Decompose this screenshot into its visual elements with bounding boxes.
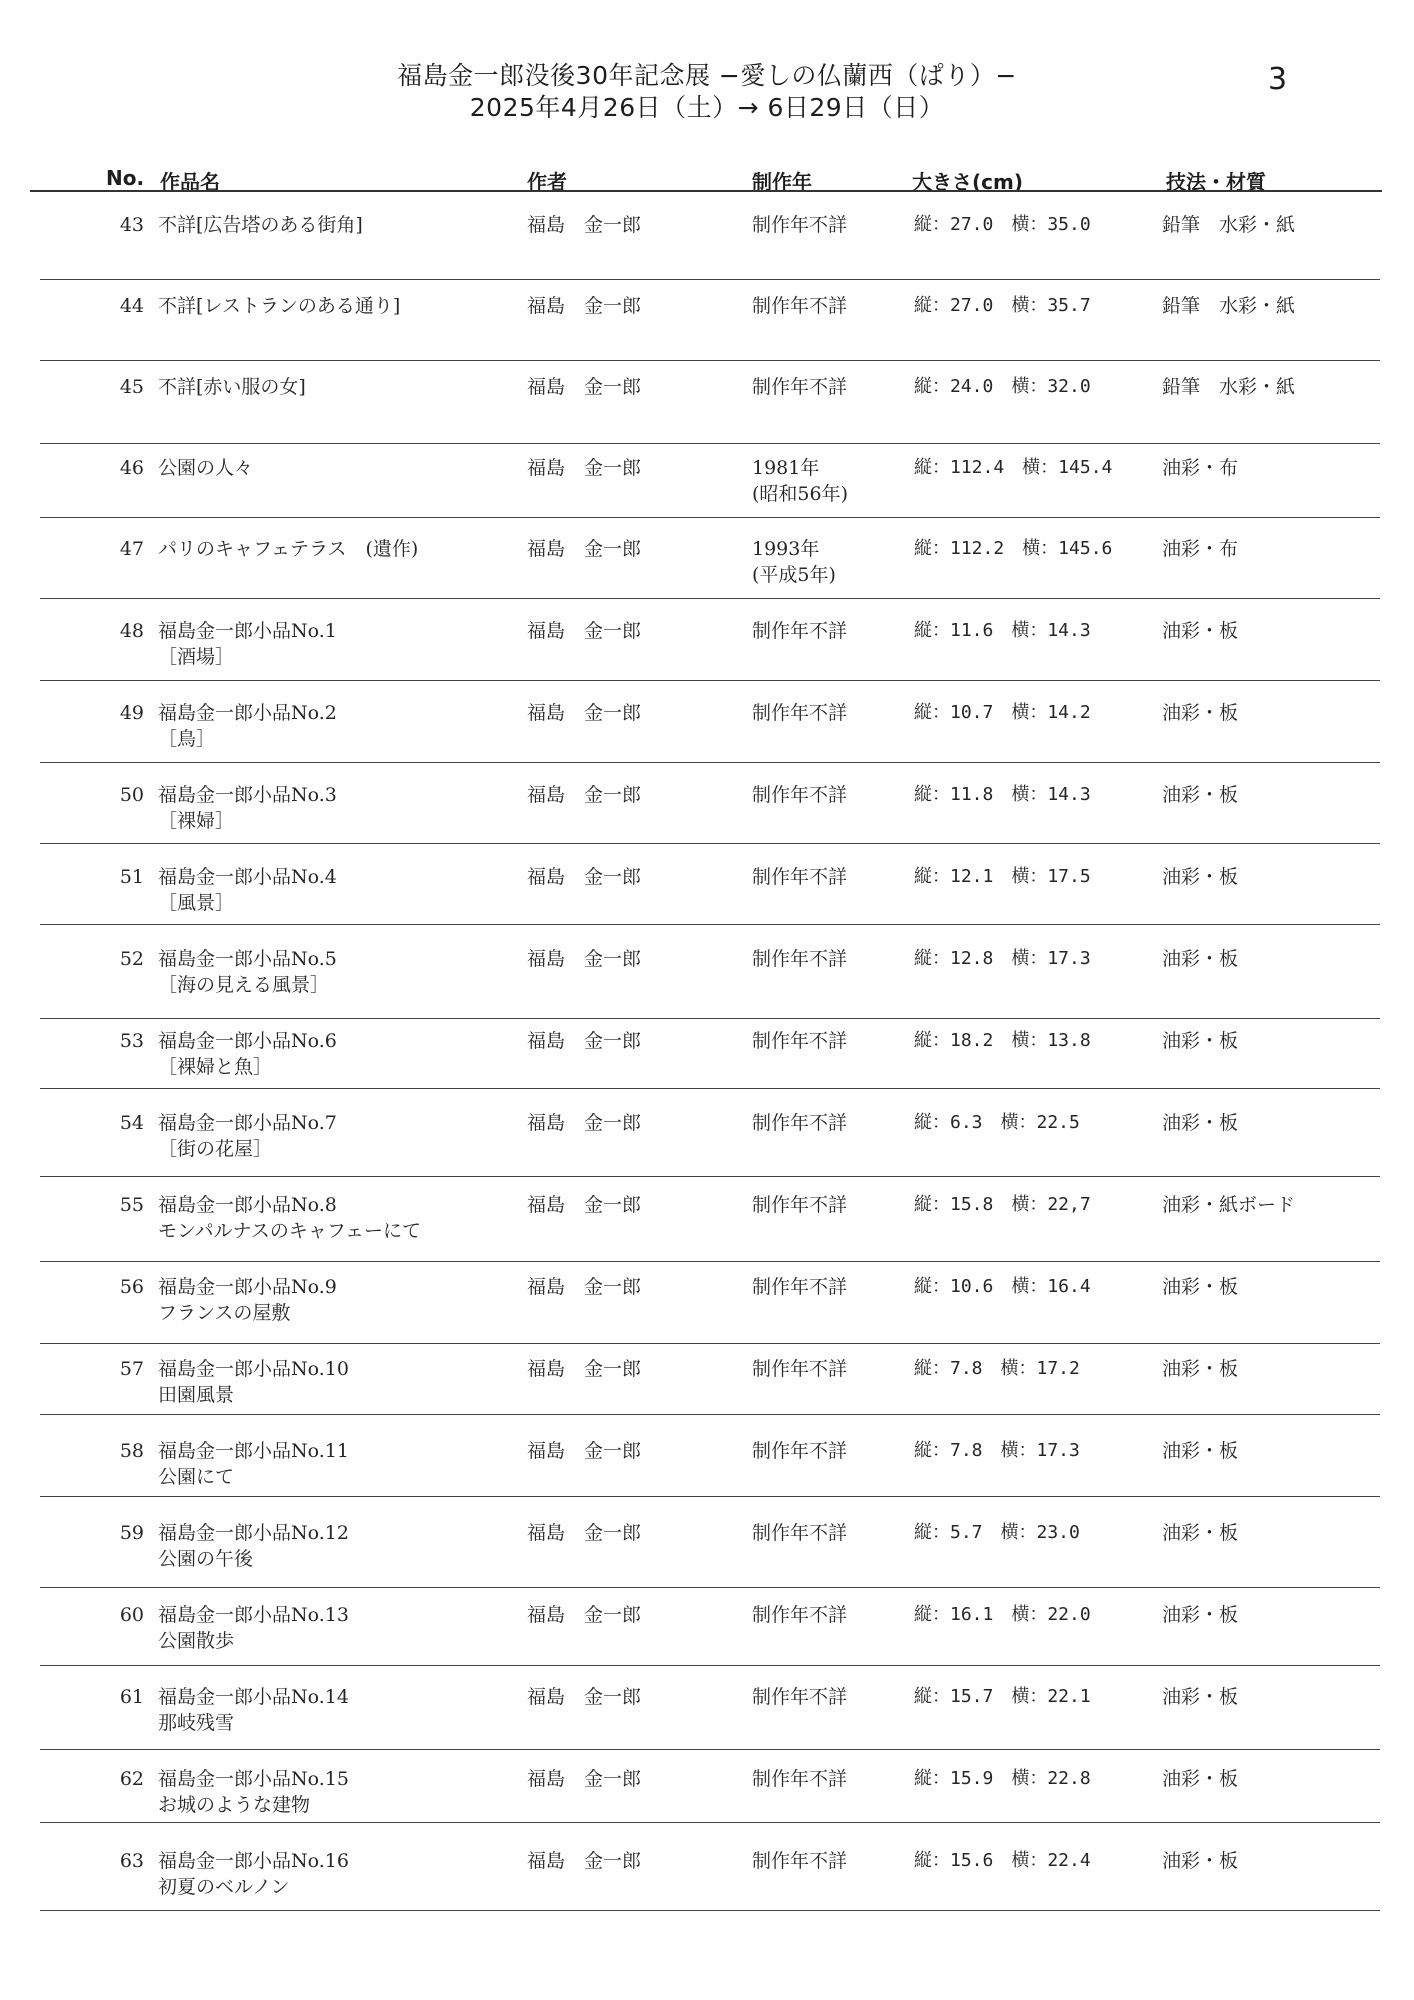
creation-year: 制作年不詳	[752, 866, 848, 888]
artwork-subtitle: ［酒場］	[158, 646, 235, 668]
technique-material: 鉛筆 水彩・紙	[1162, 295, 1296, 317]
exhibition-title: 福島金一郎没後30年記念展 −愛しの仏蘭西（ぱり）−	[397, 61, 1017, 90]
artwork-subtitle: ［鳥］	[158, 728, 216, 750]
artist-name: 福島 金一郎	[527, 948, 642, 970]
artist-name: 福島 金一郎	[527, 1194, 642, 1216]
artist-name: 福島 金一郎	[527, 784, 642, 806]
creation-year: 制作年不詳	[752, 1276, 848, 1298]
artist-name: 福島 金一郎	[527, 620, 642, 642]
artwork-title: 福島金一郎小品No.8	[158, 1194, 337, 1216]
technique-material: 鉛筆 水彩・紙	[1162, 376, 1296, 398]
artist-name: 福島 金一郎	[527, 1604, 642, 1626]
artist-name: 福島 金一郎	[527, 1686, 642, 1708]
artwork-size: 縦：16.1 横：22.0	[914, 1604, 1091, 1625]
row-number: 43	[119, 214, 144, 236]
technique-material: 油彩・板	[1162, 1850, 1239, 1872]
artwork-size: 縦：27.0 横：35.0	[914, 214, 1091, 235]
creation-era: (平成5年)	[752, 564, 836, 586]
technique-material: 油彩・布	[1162, 457, 1239, 479]
creation-year: 制作年不詳	[752, 784, 848, 806]
artwork-title: 福島金一郎小品No.14	[158, 1686, 349, 1708]
creation-year: 制作年不詳	[752, 1768, 848, 1790]
technique-material: 油彩・板	[1162, 1276, 1239, 1298]
column-header-technique: 技法・材質	[1166, 170, 1266, 194]
creation-year: 制作年不詳	[752, 1194, 848, 1216]
row-number: 62	[119, 1768, 144, 1790]
technique-material: 油彩・板	[1162, 1686, 1239, 1708]
row-number: 61	[119, 1686, 144, 1708]
technique-material: 油彩・板	[1162, 1440, 1239, 1462]
row-number: 47	[119, 538, 144, 560]
artwork-subtitle: 田園風景	[158, 1384, 235, 1406]
row-divider	[40, 1176, 1380, 1177]
artwork-size: 縦：15.9 横：22.8	[914, 1768, 1091, 1789]
artwork-size: 縦：112.4 横：145.4	[914, 457, 1113, 478]
row-divider	[40, 1261, 1380, 1262]
artwork-size: 縦：6.3 横：22.5	[914, 1112, 1080, 1133]
artwork-size: 縦：27.0 横：35.7	[914, 295, 1091, 316]
creation-year: 制作年不詳	[752, 1522, 848, 1544]
row-number: 53	[119, 1030, 144, 1052]
creation-year: 制作年不詳	[752, 620, 848, 642]
artwork-title: 福島金一郎小品No.1	[158, 620, 337, 642]
artwork-size: 縦：10.6 横：16.4	[914, 1276, 1091, 1297]
artist-name: 福島 金一郎	[527, 1276, 642, 1298]
row-divider	[40, 1414, 1380, 1415]
artwork-subtitle: ［風景］	[158, 892, 235, 914]
artwork-size: 縦：24.0 横：32.0	[914, 376, 1091, 397]
artwork-subtitle: 那岐残雪	[158, 1712, 235, 1734]
row-number: 56	[119, 1276, 144, 1298]
artist-name: 福島 金一郎	[527, 1850, 642, 1872]
artwork-size: 縦：15.8 横：22,7	[914, 1194, 1091, 1215]
artwork-subtitle: フランスの屋敷	[158, 1302, 291, 1324]
artwork-title: 福島金一郎小品No.6	[158, 1030, 337, 1052]
artwork-size: 縦：11.6 横：14.3	[914, 620, 1091, 641]
artist-name: 福島 金一郎	[527, 1768, 642, 1790]
artist-name: 福島 金一郎	[527, 702, 642, 724]
technique-material: 油彩・板	[1162, 948, 1239, 970]
artwork-title: 福島金一郎小品No.3	[158, 784, 337, 806]
artwork-subtitle: 公園にて	[158, 1466, 235, 1488]
artwork-size: 縦：15.6 横：22.4	[914, 1850, 1091, 1871]
row-divider	[40, 1088, 1380, 1089]
row-divider	[40, 843, 1380, 844]
creation-year: 1981年	[752, 457, 820, 479]
row-number: 63	[119, 1850, 144, 1872]
artwork-title: 福島金一郎小品No.9	[158, 1276, 337, 1298]
technique-material: 油彩・布	[1162, 538, 1239, 560]
artwork-title: 公園の人々	[158, 457, 254, 479]
artwork-title: 福島金一郎小品No.16	[158, 1850, 349, 1872]
artwork-title: 福島金一郎小品No.11	[158, 1440, 349, 1462]
row-divider	[40, 279, 1380, 280]
row-divider	[40, 1018, 1380, 1019]
row-number: 49	[119, 702, 144, 724]
artwork-subtitle: ［裸婦］	[158, 810, 235, 832]
artwork-title: 福島金一郎小品No.10	[158, 1358, 349, 1380]
row-number: 46	[119, 457, 144, 479]
artist-name: 福島 金一郎	[527, 1440, 642, 1462]
row-number: 51	[119, 866, 144, 888]
row-number: 60	[119, 1604, 144, 1626]
artwork-size: 縦：112.2 横：145.6	[914, 538, 1113, 559]
artwork-size: 縦：18.2 横：13.8	[914, 1030, 1091, 1051]
row-divider	[40, 924, 1380, 925]
technique-material: 油彩・板	[1162, 1112, 1239, 1134]
row-number: 44	[119, 295, 144, 317]
creation-year: 制作年不詳	[752, 1604, 848, 1626]
column-header-title: 作品名	[160, 170, 220, 194]
artwork-size: 縦：11.8 横：14.3	[914, 784, 1091, 805]
artwork-subtitle: モンパルナスのキャフェーにて	[158, 1220, 421, 1242]
creation-year: 制作年不詳	[752, 1440, 848, 1462]
artwork-subtitle: お城のような建物	[158, 1794, 311, 1816]
artwork-subtitle: 公園の午後	[158, 1548, 254, 1570]
artwork-title: 不詳[レストランのある通り]	[158, 295, 401, 317]
artist-name: 福島 金一郎	[527, 457, 642, 479]
row-number: 55	[119, 1194, 144, 1216]
row-divider	[40, 1665, 1380, 1666]
artwork-size: 縦：5.7 横：23.0	[914, 1522, 1080, 1543]
artist-name: 福島 金一郎	[527, 295, 642, 317]
artwork-title: 福島金一郎小品No.12	[158, 1522, 349, 1544]
technique-material: 油彩・板	[1162, 620, 1239, 642]
creation-year: 制作年不詳	[752, 376, 848, 398]
artist-name: 福島 金一郎	[527, 1112, 642, 1134]
artwork-title: 福島金一郎小品No.5	[158, 948, 337, 970]
artist-name: 福島 金一郎	[527, 538, 642, 560]
artwork-subtitle: ［裸婦と魚］	[158, 1056, 273, 1078]
artwork-size: 縦：12.1 横：17.5	[914, 866, 1091, 887]
row-divider	[40, 1749, 1380, 1750]
artwork-title: 福島金一郎小品No.4	[158, 866, 337, 888]
artwork-title: 不詳[赤い服の女]	[158, 376, 306, 398]
creation-year: 制作年不詳	[752, 948, 848, 970]
artwork-title: 福島金一郎小品No.15	[158, 1768, 349, 1790]
artist-name: 福島 金一郎	[527, 214, 642, 236]
row-divider	[40, 360, 1380, 361]
row-divider	[40, 1822, 1380, 1823]
artist-name: 福島 金一郎	[527, 1358, 642, 1380]
artwork-subtitle: ［海の見える風景］	[158, 974, 330, 996]
row-number: 54	[119, 1112, 144, 1134]
row-divider	[40, 762, 1380, 763]
exhibition-dates: 2025年4月26日（土）→ 6日29日（日）	[469, 93, 945, 122]
artwork-title: 福島金一郎小品No.7	[158, 1112, 337, 1134]
creation-year: 制作年不詳	[752, 295, 848, 317]
artist-name: 福島 金一郎	[527, 1522, 642, 1544]
column-header-no: No.	[106, 166, 145, 190]
row-number: 48	[119, 620, 144, 642]
artwork-title: 不詳[広告塔のある街角]	[158, 214, 363, 236]
creation-year: 制作年不詳	[752, 1358, 848, 1380]
technique-material: 油彩・板	[1162, 1768, 1239, 1790]
artwork-size: 縦：7.8 横：17.3	[914, 1440, 1080, 1461]
column-header-author: 作者	[527, 170, 567, 194]
page-number: 3	[1268, 62, 1288, 97]
row-number: 45	[119, 376, 144, 398]
artwork-subtitle: 初夏のベルノン	[158, 1876, 290, 1898]
technique-material: 油彩・板	[1162, 1522, 1239, 1544]
creation-year: 制作年不詳	[752, 1030, 848, 1052]
creation-year: 制作年不詳	[752, 1686, 848, 1708]
row-divider	[40, 1587, 1380, 1588]
technique-material: 油彩・板	[1162, 1358, 1239, 1380]
artwork-subtitle: 公園散歩	[158, 1630, 235, 1652]
artwork-size: 縦：7.8 横：17.2	[914, 1358, 1080, 1379]
artist-name: 福島 金一郎	[527, 1030, 642, 1052]
artwork-title: 福島金一郎小品No.2	[158, 702, 337, 724]
technique-material: 油彩・紙ボード	[1162, 1194, 1296, 1216]
creation-year: 制作年不詳	[752, 1112, 848, 1134]
row-divider	[40, 680, 1380, 681]
artwork-subtitle: ［街の花屋］	[158, 1138, 273, 1160]
artwork-size: 縦：10.7 横：14.2	[914, 702, 1091, 723]
creation-year: 制作年不詳	[752, 214, 848, 236]
row-divider	[40, 1910, 1380, 1911]
row-number: 57	[119, 1358, 144, 1380]
column-header-year: 制作年	[752, 170, 812, 194]
artwork-title: 福島金一郎小品No.13	[158, 1604, 349, 1626]
artwork-size: 縦：12.8 横：17.3	[914, 948, 1091, 969]
creation-year: 制作年不詳	[752, 702, 848, 724]
artwork-title: パリのキャフェテラス (遺作)	[158, 538, 419, 560]
creation-year: 制作年不詳	[752, 1850, 848, 1872]
technique-material: 油彩・板	[1162, 702, 1239, 724]
technique-material: 鉛筆 水彩・紙	[1162, 214, 1296, 236]
technique-material: 油彩・板	[1162, 1030, 1239, 1052]
creation-era: (昭和56年)	[752, 483, 849, 505]
row-divider	[40, 1343, 1380, 1344]
row-number: 52	[119, 948, 144, 970]
row-number: 50	[119, 784, 144, 806]
technique-material: 油彩・板	[1162, 866, 1239, 888]
creation-year: 1993年	[752, 538, 820, 560]
technique-material: 油彩・板	[1162, 784, 1239, 806]
artwork-size: 縦：15.7 横：22.1	[914, 1686, 1091, 1707]
row-divider	[40, 517, 1380, 518]
row-divider	[40, 598, 1380, 599]
artist-name: 福島 金一郎	[527, 376, 642, 398]
technique-material: 油彩・板	[1162, 1604, 1239, 1626]
row-divider	[40, 1496, 1380, 1497]
artist-name: 福島 金一郎	[527, 866, 642, 888]
column-header-size: 大きさ(cm)	[912, 170, 1023, 194]
row-divider	[40, 443, 1380, 444]
row-number: 58	[119, 1440, 144, 1462]
row-number: 59	[119, 1522, 144, 1544]
